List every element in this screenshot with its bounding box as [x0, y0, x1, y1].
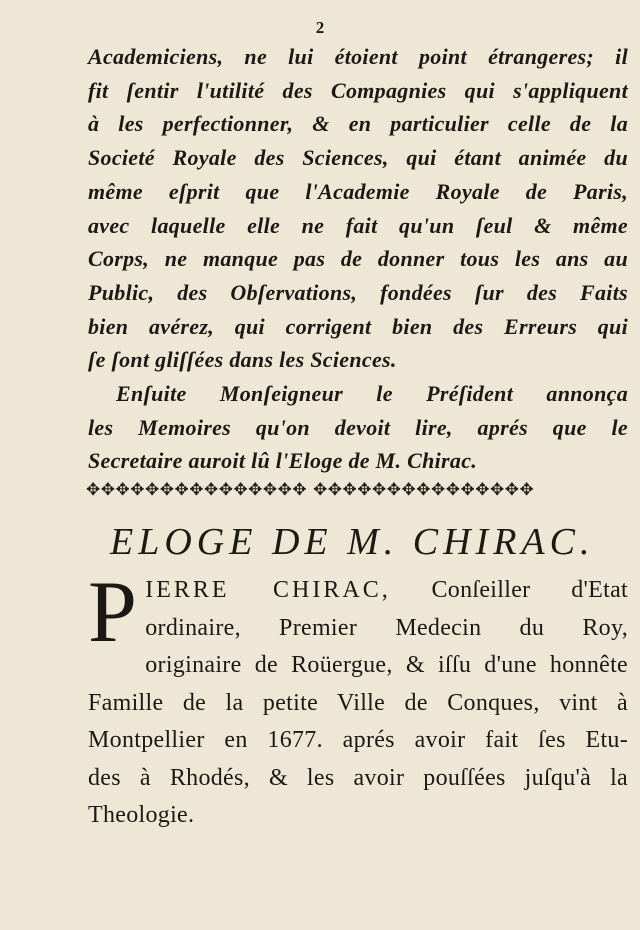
ornamental-divider: ✥✥✥✥✥✥✥✥✥✥✥✥✥✥✥ ✥✥✥✥✥✥✥✥✥✥✥✥✥✥✥ [86, 480, 535, 500]
page-number: 2 [315, 18, 325, 37]
text-line: bien avérez, qui corrigent bien des Erreurs qui [88, 313, 628, 339]
text-line: Secretaire auroit lû l'Eloge de M. Chirac. [88, 448, 478, 474]
text-line: à les perfectionner, & en particulier celle de la [88, 111, 628, 137]
text-line: fit ſentir l'utilité des Compagnies qui s'appliquent [88, 77, 628, 103]
text-line: Public, des Obſervations, fondées ſur des Faits [88, 279, 628, 305]
drop-cap: P [88, 564, 138, 661]
text-line: Enſuite Monſeigneur le Préſident annonça [116, 381, 628, 407]
text-line: Montpellier en 1677. aprés avoir fait ſes Etu- [88, 727, 628, 753]
text-line: originaire de Roüergue, & iſſu d'une honnête [145, 652, 628, 678]
text-line: Academiciens, ne lui étoient point étrangeres; il [88, 44, 628, 69]
text-line: des à Rhodés, & les avoir pouſſées juſqu'à la [88, 764, 628, 791]
text-line: Theologie. [88, 802, 195, 828]
text-fragment: Conſeiller d'Etat [431, 577, 628, 603]
text-line: ordinaire, Premier Medecin du Roy, [145, 614, 628, 641]
text-line: Famille de la petite Ville de Conques, vint à [88, 689, 628, 716]
eloge-body [88, 564, 628, 835]
text-line: même eſprit que l'Academie Royale de Paris, [88, 178, 628, 204]
text-line: avec laquelle elle ne fait qu'un ſeul & même [88, 212, 628, 238]
text-line: les Memoires qu'on devoit lire, aprés que le [88, 414, 628, 440]
text-line: ſe ſont gliſſées dans les Sciences. [88, 347, 397, 373]
text-line: Corps, ne manque pas de donner tous les ans au [88, 246, 628, 272]
text-line: Societé Royale des Sciences, qui étant animée du [88, 145, 628, 171]
section-title: ELOGE DE M. CHIRAC. [110, 521, 595, 563]
text-line [88, 572, 628, 610]
name-opener: IERRE CHIRAC, [145, 577, 391, 603]
italic-paragraph [88, 40, 628, 478]
